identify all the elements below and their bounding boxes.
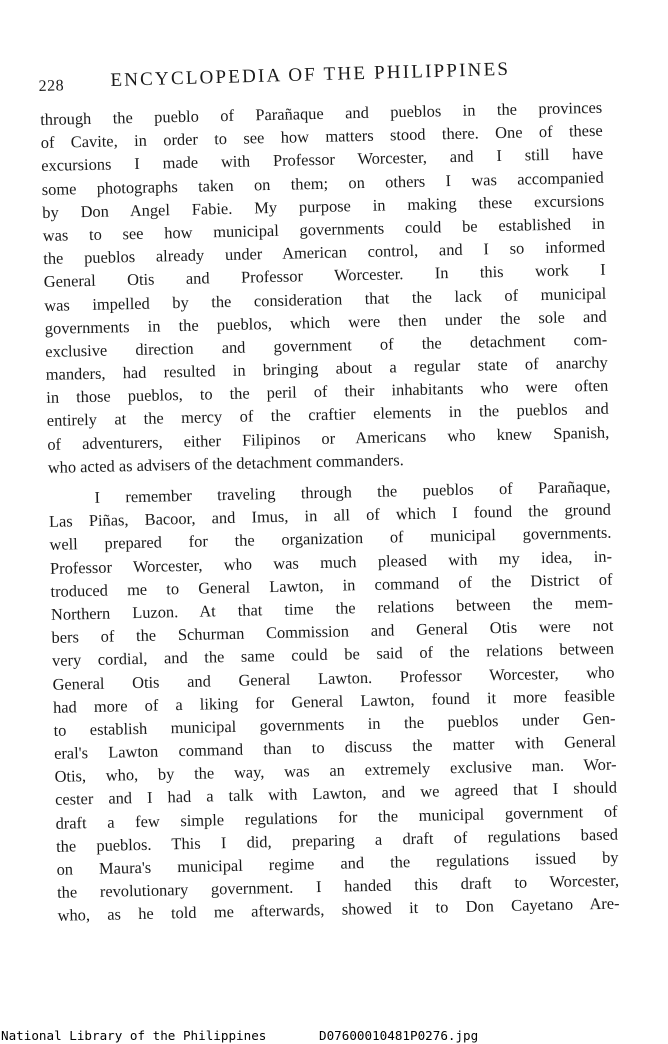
text-line: who, as he told me afterwards, showed it to Don Cayetano Are- — [57, 893, 620, 926]
text-line: on Maura's municipal regime and the regulations issued by — [56, 847, 619, 879]
text-line: well prepared for the organization of municipal governments. — [49, 523, 612, 555]
text-line: of adventurers, either Filipinos or Americans who knew Spanish, — [47, 422, 610, 454]
text-line: Professor Worcester, who was much pleased with my idea, in- — [49, 546, 613, 578]
text-line: draft a few simple regulations for the municipal government of — [55, 801, 618, 833]
text-line: bers of the Schurman Commission and General Otis were not — [51, 615, 614, 647]
paragraph-2 — [48, 475, 619, 928]
text-line: in those pueblos, to the peril of their inhabitants who were often — [46, 375, 609, 408]
text-line: excursions I made with Professor Worcester, and I still have — [41, 144, 604, 176]
body-text — [40, 96, 620, 928]
page-number: 228 — [38, 77, 65, 95]
text-line: by Don Angel Fabie. My purpose in making these excursions — [42, 190, 605, 222]
text-line: the revolutionary government. I handed this draft to Worcester, — [56, 870, 620, 902]
text-line: Northern Luzon. At that time the relations between the mem- — [50, 592, 614, 624]
text-line: exclusive direction and government of the detachment com- — [45, 329, 608, 361]
text-line: was to see how municipal governments could be established in — [42, 213, 605, 245]
running-head — [38, 50, 599, 96]
text-line: General Otis and General Lawton. Professor Worcester, who — [52, 662, 615, 694]
text-line: entirely at the mercy of the craftier elements in the pueblos and — [46, 399, 609, 431]
text-line: cester and I had a talk with Lawton, and we agreed that I should — [54, 778, 618, 810]
text-line: very cordial, and the same could be said of the relations between — [51, 638, 615, 671]
text-line: was impelled by the consideration that the lack of municipal — [44, 283, 607, 315]
file-name: D07600010481P0276.jpg — [319, 1028, 479, 1043]
running-title: ENCYCLOPEDIA OF THE PHILIPPINES — [110, 58, 511, 91]
text-line: the pueblos already under American control, and I so informed — [43, 236, 606, 269]
text-line: General Otis and Professor Worcester. In this work I — [43, 260, 606, 292]
text-line: I remember traveling through the pueblos of Parañaque, — [94, 476, 611, 507]
text-line: governments in the pueblos, which were then under the sole and — [44, 306, 607, 338]
text-line: of Cavite, in order to see how matters stood there. One of these — [40, 120, 603, 153]
text-line: troduced me to General Lawton, in command of the District of — [50, 569, 613, 601]
text-line: Otis, who, by the way, was an extremely exclusive man. Wor- — [54, 754, 617, 787]
scan-footer — [0, 1027, 668, 1044]
text-line: who acted as advisers of the detachment commanders. — [47, 449, 404, 477]
text-line: some photographs taken on them; on others I was accompanied — [41, 167, 604, 199]
text-line: Las Piñas, Bacoor, and Imus, in all of which I found the ground — [48, 499, 612, 532]
text-line: through the pueblo of Parañaque and pueblos in the provinces — [40, 97, 603, 129]
text-line: eral's Lawton command than to discuss the matter with General — [53, 731, 617, 763]
text-line: manders, had resulted in bringing about a regular state of anarchy — [45, 352, 608, 384]
text-line: the pueblos. This I did, preparing a draft of regulations based — [55, 824, 619, 856]
library-credit: National Library of the Philippines — [1, 1028, 267, 1043]
paragraph-1 — [40, 96, 610, 479]
text-line: had more of a liking for General Lawton, found it more feasible — [52, 685, 616, 717]
text-line: to establish municipal governments in the pueblos under Gen- — [53, 708, 616, 740]
